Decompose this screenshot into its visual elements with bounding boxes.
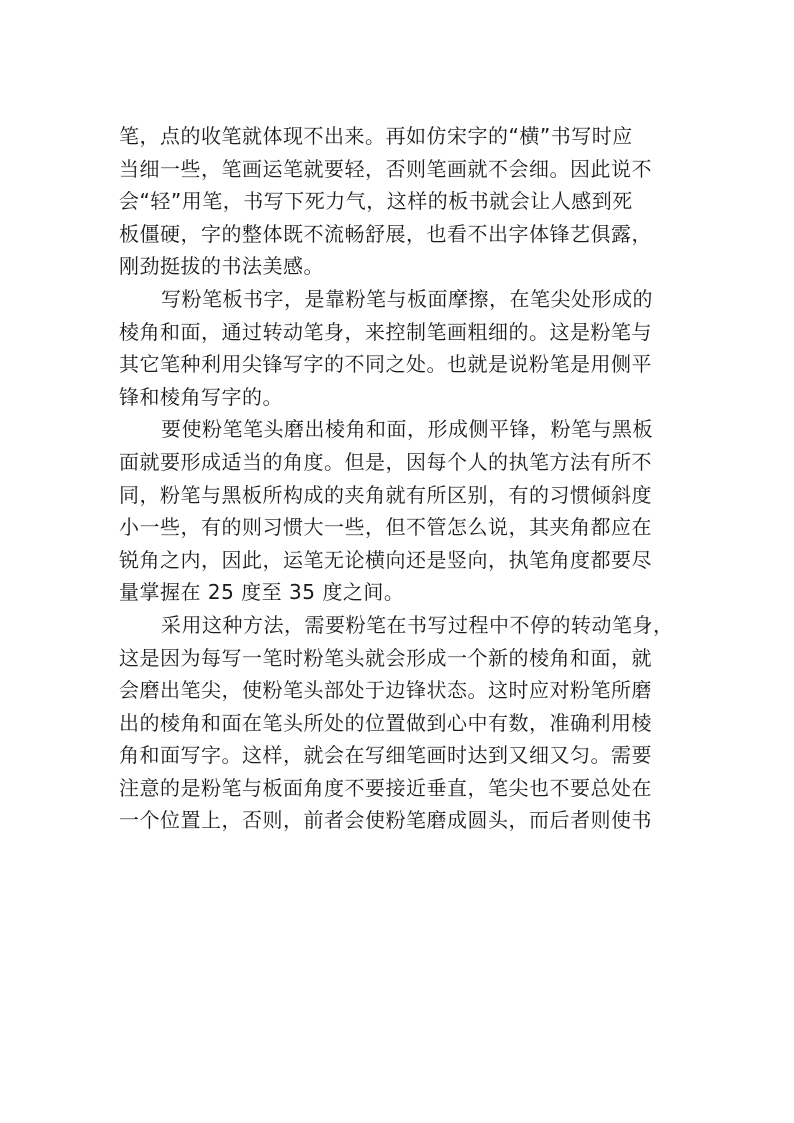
text-line: 当细一些，笔画运笔就要轻，否则笔画就不会细。因此说不	[119, 156, 652, 181]
text-line: 这是因为每写一笔时粉笔头就会形成一个新的棱角和面，就	[119, 645, 652, 670]
paragraph-first-line: 要使粉笔笔头磨出棱角和面，形成侧平锋，粉笔与黑板	[161, 417, 653, 442]
text-line: 小一些，有的则习惯大一些，但不管怎么说，其夹角都应在	[119, 515, 652, 540]
paragraph-first-line: 采用这种方法，需要粉笔在书写过程中不停的转动笔身，	[161, 612, 674, 637]
text-line: 面就要形成适当的角度。但是，因每个人的执笔方法有所不	[119, 449, 652, 474]
text-line: 角和面写字。这样，就会在写细笔画时达到又细又匀。需要	[119, 743, 652, 768]
text-line: 量掌握在 25 度至 35 度之间。	[119, 580, 405, 605]
text-line: 板僵硬，字的整体既不流畅舒展，也看不出字体锋艺俱露，	[119, 221, 652, 246]
text-line: 笔，点的收笔就体现不出来。再如仿宋字的“横”书写时应	[119, 124, 633, 148]
text-line: 一个位置上，否则，前者会使粉笔磨成圆头，而后者则使书	[119, 808, 652, 833]
text-line: 会磨出笔尖，使粉笔头部处于边锋状态。这时应对粉笔所磨	[119, 678, 652, 703]
paragraph-first-line: 写粉笔板书字，是靠粉笔与板面摩擦，在笔尖处形成的	[161, 286, 653, 311]
text-line: 出的棱角和面在笔头所处的位置做到心中有数，准确利用棱	[119, 710, 652, 735]
text-line: 刚劲挺拔的书法美感。	[119, 254, 324, 279]
text-line: 锐角之内，因此，运笔无论横向还是竖向，执笔角度都要尽	[119, 547, 652, 572]
text-line: 同，粉笔与黑板所构成的夹角就有所区别，有的习惯倾斜度	[119, 482, 652, 507]
text-line: 锋和棱角写字的。	[119, 384, 283, 409]
text-line: 棱角和面，通过转动笔身，来控制笔画粗细的。这是粉笔与	[119, 319, 652, 344]
text-line: 其它笔种利用尖锋写字的不同之处。也就是说粉笔是用侧平	[119, 352, 652, 377]
body-text	[119, 120, 679, 837]
text-line: 会“轻”用笔，书写下死力气，这样的板书就会让人感到死	[119, 189, 633, 214]
text-line: 注意的是粉笔与板面角度不要接近垂直，笔尖也不要总处在	[119, 775, 652, 800]
